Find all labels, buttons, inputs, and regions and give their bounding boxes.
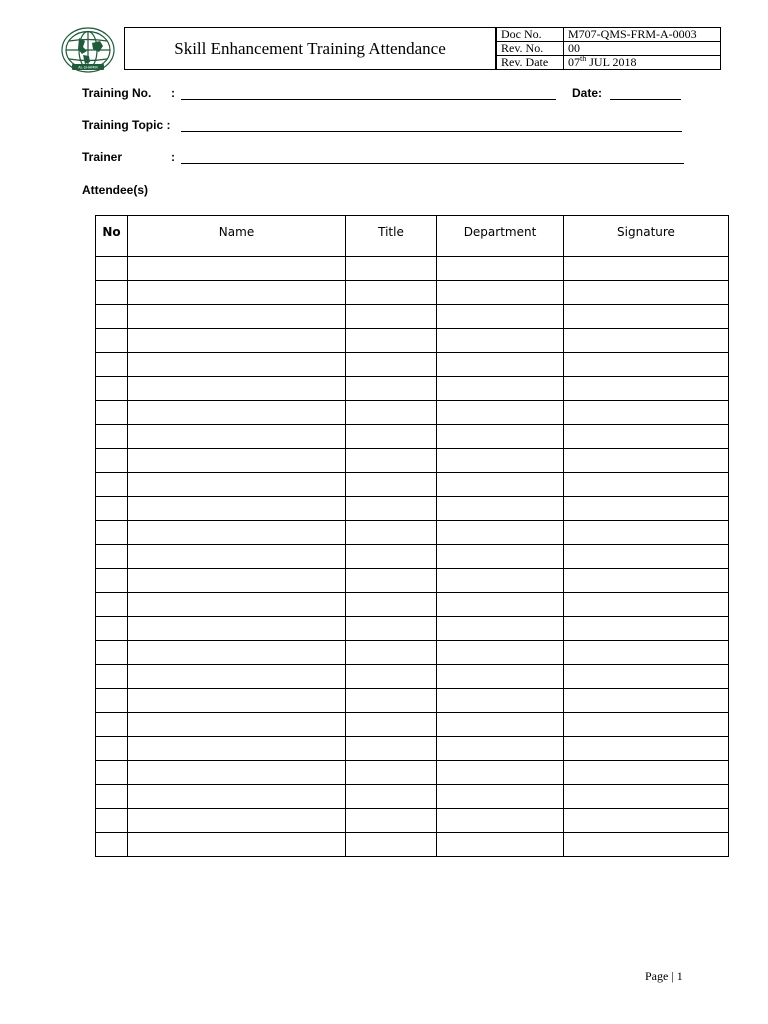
table-row <box>96 713 729 737</box>
cell-name[interactable] <box>128 353 346 377</box>
cell-name[interactable] <box>128 665 346 689</box>
table-row <box>96 377 729 401</box>
cell-department[interactable] <box>437 713 564 737</box>
table-row <box>96 641 729 665</box>
cell-name[interactable] <box>128 281 346 305</box>
cell-name[interactable] <box>128 473 346 497</box>
table-header-row <box>96 216 729 257</box>
cell-name[interactable] <box>128 737 346 761</box>
cell-title[interactable] <box>346 353 437 377</box>
cell-department[interactable] <box>437 809 564 833</box>
cell-title[interactable] <box>346 617 437 641</box>
rev-date-day: 07 <box>568 55 580 69</box>
cell-title[interactable] <box>346 473 437 497</box>
cell-title[interactable] <box>346 425 437 449</box>
cell-title[interactable] <box>346 809 437 833</box>
cell-no[interactable] <box>96 665 128 689</box>
rev-date-suffix: th <box>580 54 587 63</box>
cell-department[interactable] <box>437 641 564 665</box>
cell-name[interactable] <box>128 257 346 281</box>
form-title: Skill Enhancement Training Attendance <box>174 38 446 58</box>
cell-signature[interactable] <box>564 305 729 329</box>
cell-signature[interactable] <box>564 833 729 857</box>
cell-no[interactable] <box>96 377 128 401</box>
table-row <box>96 473 729 497</box>
cell-no[interactable] <box>96 305 128 329</box>
svg-text:AL-SHAMIR: AL-SHAMIR <box>78 65 98 70</box>
rev-date-value <box>564 56 721 70</box>
doc-no-value: M707-QMS-FRM-A-0003 <box>564 28 721 42</box>
cell-no[interactable] <box>96 497 128 521</box>
table-row <box>96 281 729 305</box>
column-header-no: No <box>96 216 128 257</box>
rev-date-rest: JUL 2018 <box>586 55 637 69</box>
cell-department[interactable] <box>437 329 564 353</box>
cell-name[interactable] <box>128 425 346 449</box>
training-no-field[interactable] <box>181 99 556 100</box>
cell-title[interactable] <box>346 833 437 857</box>
cell-department[interactable] <box>437 377 564 401</box>
trainer-label: Trainer <box>82 150 123 164</box>
cell-department[interactable] <box>437 545 564 569</box>
rev-no-label: Rev. No. <box>497 42 564 56</box>
training-no-colon: : <box>171 86 175 100</box>
cell-signature[interactable] <box>564 377 729 401</box>
cell-no[interactable] <box>96 833 128 857</box>
cell-signature[interactable] <box>564 593 729 617</box>
table-row <box>96 257 729 281</box>
cell-title[interactable] <box>346 737 437 761</box>
cell-signature[interactable] <box>564 449 729 473</box>
table-row <box>96 449 729 473</box>
cell-department[interactable] <box>437 401 564 425</box>
cell-title[interactable] <box>346 329 437 353</box>
cell-no[interactable] <box>96 713 128 737</box>
cell-no[interactable] <box>96 689 128 713</box>
cell-no[interactable] <box>96 257 128 281</box>
training-topic-field[interactable] <box>181 131 682 132</box>
cell-title[interactable] <box>346 569 437 593</box>
cell-signature[interactable] <box>564 641 729 665</box>
table-row <box>96 761 729 785</box>
document-control-table <box>496 27 721 70</box>
cell-no[interactable] <box>96 593 128 617</box>
cell-name[interactable] <box>128 521 346 545</box>
cell-department[interactable] <box>437 689 564 713</box>
cell-department[interactable] <box>437 833 564 857</box>
cell-no[interactable] <box>96 425 128 449</box>
cell-title[interactable] <box>346 641 437 665</box>
cell-name[interactable] <box>128 329 346 353</box>
cell-signature[interactable] <box>564 809 729 833</box>
attendance-table-body <box>96 257 729 857</box>
cell-department[interactable] <box>437 473 564 497</box>
cell-department[interactable] <box>437 617 564 641</box>
cell-signature[interactable] <box>564 473 729 497</box>
cell-no[interactable] <box>96 737 128 761</box>
table-row <box>96 593 729 617</box>
cell-no[interactable] <box>96 449 128 473</box>
globe-logo-icon <box>59 26 117 76</box>
cell-title[interactable] <box>346 689 437 713</box>
training-no-label: Training No. <box>82 86 152 100</box>
cell-name[interactable] <box>128 569 346 593</box>
cell-signature[interactable] <box>564 785 729 809</box>
cell-department[interactable] <box>437 305 564 329</box>
cell-no[interactable] <box>96 401 128 425</box>
cell-no[interactable] <box>96 521 128 545</box>
rev-no-value: 00 <box>564 42 721 56</box>
cell-no[interactable] <box>96 473 128 497</box>
cell-title[interactable] <box>346 761 437 785</box>
cell-department[interactable] <box>437 737 564 761</box>
trainer-colon: : <box>171 150 175 164</box>
cell-department[interactable] <box>437 569 564 593</box>
cell-signature[interactable] <box>564 713 729 737</box>
column-header-signature: Signature <box>564 216 729 257</box>
cell-name[interactable] <box>128 377 346 401</box>
cell-title[interactable] <box>346 281 437 305</box>
cell-name[interactable] <box>128 761 346 785</box>
column-header-name: Name <box>128 216 346 257</box>
doc-no-label: Doc No. <box>497 28 564 42</box>
table-row <box>96 401 729 425</box>
cell-signature[interactable] <box>564 737 729 761</box>
cell-no[interactable] <box>96 569 128 593</box>
table-row <box>96 809 729 833</box>
cell-no[interactable] <box>96 617 128 641</box>
cell-department[interactable] <box>437 521 564 545</box>
table-row <box>96 689 729 713</box>
cell-title[interactable] <box>346 593 437 617</box>
cell-title[interactable] <box>346 713 437 737</box>
table-row <box>96 521 729 545</box>
cell-signature[interactable] <box>564 569 729 593</box>
cell-department[interactable] <box>437 593 564 617</box>
doc-no-row <box>497 28 721 42</box>
cell-name[interactable] <box>128 545 346 569</box>
cell-name[interactable] <box>128 593 346 617</box>
cell-name[interactable] <box>128 833 346 857</box>
attendees-label: Attendee(s) <box>82 183 149 197</box>
cell-department[interactable] <box>437 449 564 473</box>
column-header-department: Department <box>437 216 564 257</box>
cell-department[interactable] <box>437 665 564 689</box>
cell-no[interactable] <box>96 641 128 665</box>
cell-no[interactable] <box>96 761 128 785</box>
cell-signature[interactable] <box>564 761 729 785</box>
table-row <box>96 665 729 689</box>
attendance-table <box>95 215 729 857</box>
table-row <box>96 497 729 521</box>
cell-no[interactable] <box>96 809 128 833</box>
cell-title[interactable] <box>346 257 437 281</box>
cell-signature[interactable] <box>564 353 729 377</box>
form-title-box <box>124 27 496 70</box>
cell-title[interactable] <box>346 377 437 401</box>
cell-no[interactable] <box>96 353 128 377</box>
cell-department[interactable] <box>437 785 564 809</box>
cell-no[interactable] <box>96 329 128 353</box>
table-row <box>96 353 729 377</box>
table-row <box>96 785 729 809</box>
company-logo <box>59 26 117 76</box>
cell-department[interactable] <box>437 761 564 785</box>
cell-signature[interactable] <box>564 689 729 713</box>
cell-department[interactable] <box>437 353 564 377</box>
date-field[interactable] <box>610 99 681 100</box>
cell-title[interactable] <box>346 401 437 425</box>
cell-signature[interactable] <box>564 281 729 305</box>
table-row <box>96 305 729 329</box>
table-row <box>96 737 729 761</box>
training-topic-label: Training Topic : <box>82 118 171 132</box>
cell-title[interactable] <box>346 785 437 809</box>
cell-signature[interactable] <box>564 425 729 449</box>
cell-signature[interactable] <box>564 665 729 689</box>
cell-department[interactable] <box>437 281 564 305</box>
column-header-title: Title <box>346 216 437 257</box>
cell-department[interactable] <box>437 497 564 521</box>
rev-date-label: Rev. Date <box>497 56 564 70</box>
cell-no[interactable] <box>96 545 128 569</box>
cell-name[interactable] <box>128 713 346 737</box>
table-row <box>96 545 729 569</box>
cell-title[interactable] <box>346 305 437 329</box>
cell-department[interactable] <box>437 257 564 281</box>
trainer-field[interactable] <box>181 163 684 164</box>
rev-date-row <box>497 56 721 70</box>
table-row <box>96 833 729 857</box>
cell-name[interactable] <box>128 689 346 713</box>
cell-signature[interactable] <box>564 545 729 569</box>
cell-no[interactable] <box>96 281 128 305</box>
cell-department[interactable] <box>437 425 564 449</box>
cell-signature[interactable] <box>564 617 729 641</box>
table-row <box>96 569 729 593</box>
cell-name[interactable] <box>128 617 346 641</box>
cell-title[interactable] <box>346 545 437 569</box>
cell-signature[interactable] <box>564 497 729 521</box>
cell-no[interactable] <box>96 785 128 809</box>
cell-title[interactable] <box>346 665 437 689</box>
cell-title[interactable] <box>346 521 437 545</box>
rev-no-row <box>497 42 721 56</box>
cell-title[interactable] <box>346 449 437 473</box>
cell-name[interactable] <box>128 785 346 809</box>
cell-name[interactable] <box>128 497 346 521</box>
cell-signature[interactable] <box>564 521 729 545</box>
cell-name[interactable] <box>128 305 346 329</box>
page-number: Page | 1 <box>645 969 683 983</box>
table-row <box>96 329 729 353</box>
cell-signature[interactable] <box>564 329 729 353</box>
cell-signature[interactable] <box>564 401 729 425</box>
cell-name[interactable] <box>128 449 346 473</box>
cell-name[interactable] <box>128 401 346 425</box>
cell-title[interactable] <box>346 497 437 521</box>
table-row <box>96 617 729 641</box>
table-row <box>96 425 729 449</box>
cell-name[interactable] <box>128 809 346 833</box>
cell-signature[interactable] <box>564 257 729 281</box>
date-label: Date: <box>572 86 603 100</box>
cell-name[interactable] <box>128 641 346 665</box>
